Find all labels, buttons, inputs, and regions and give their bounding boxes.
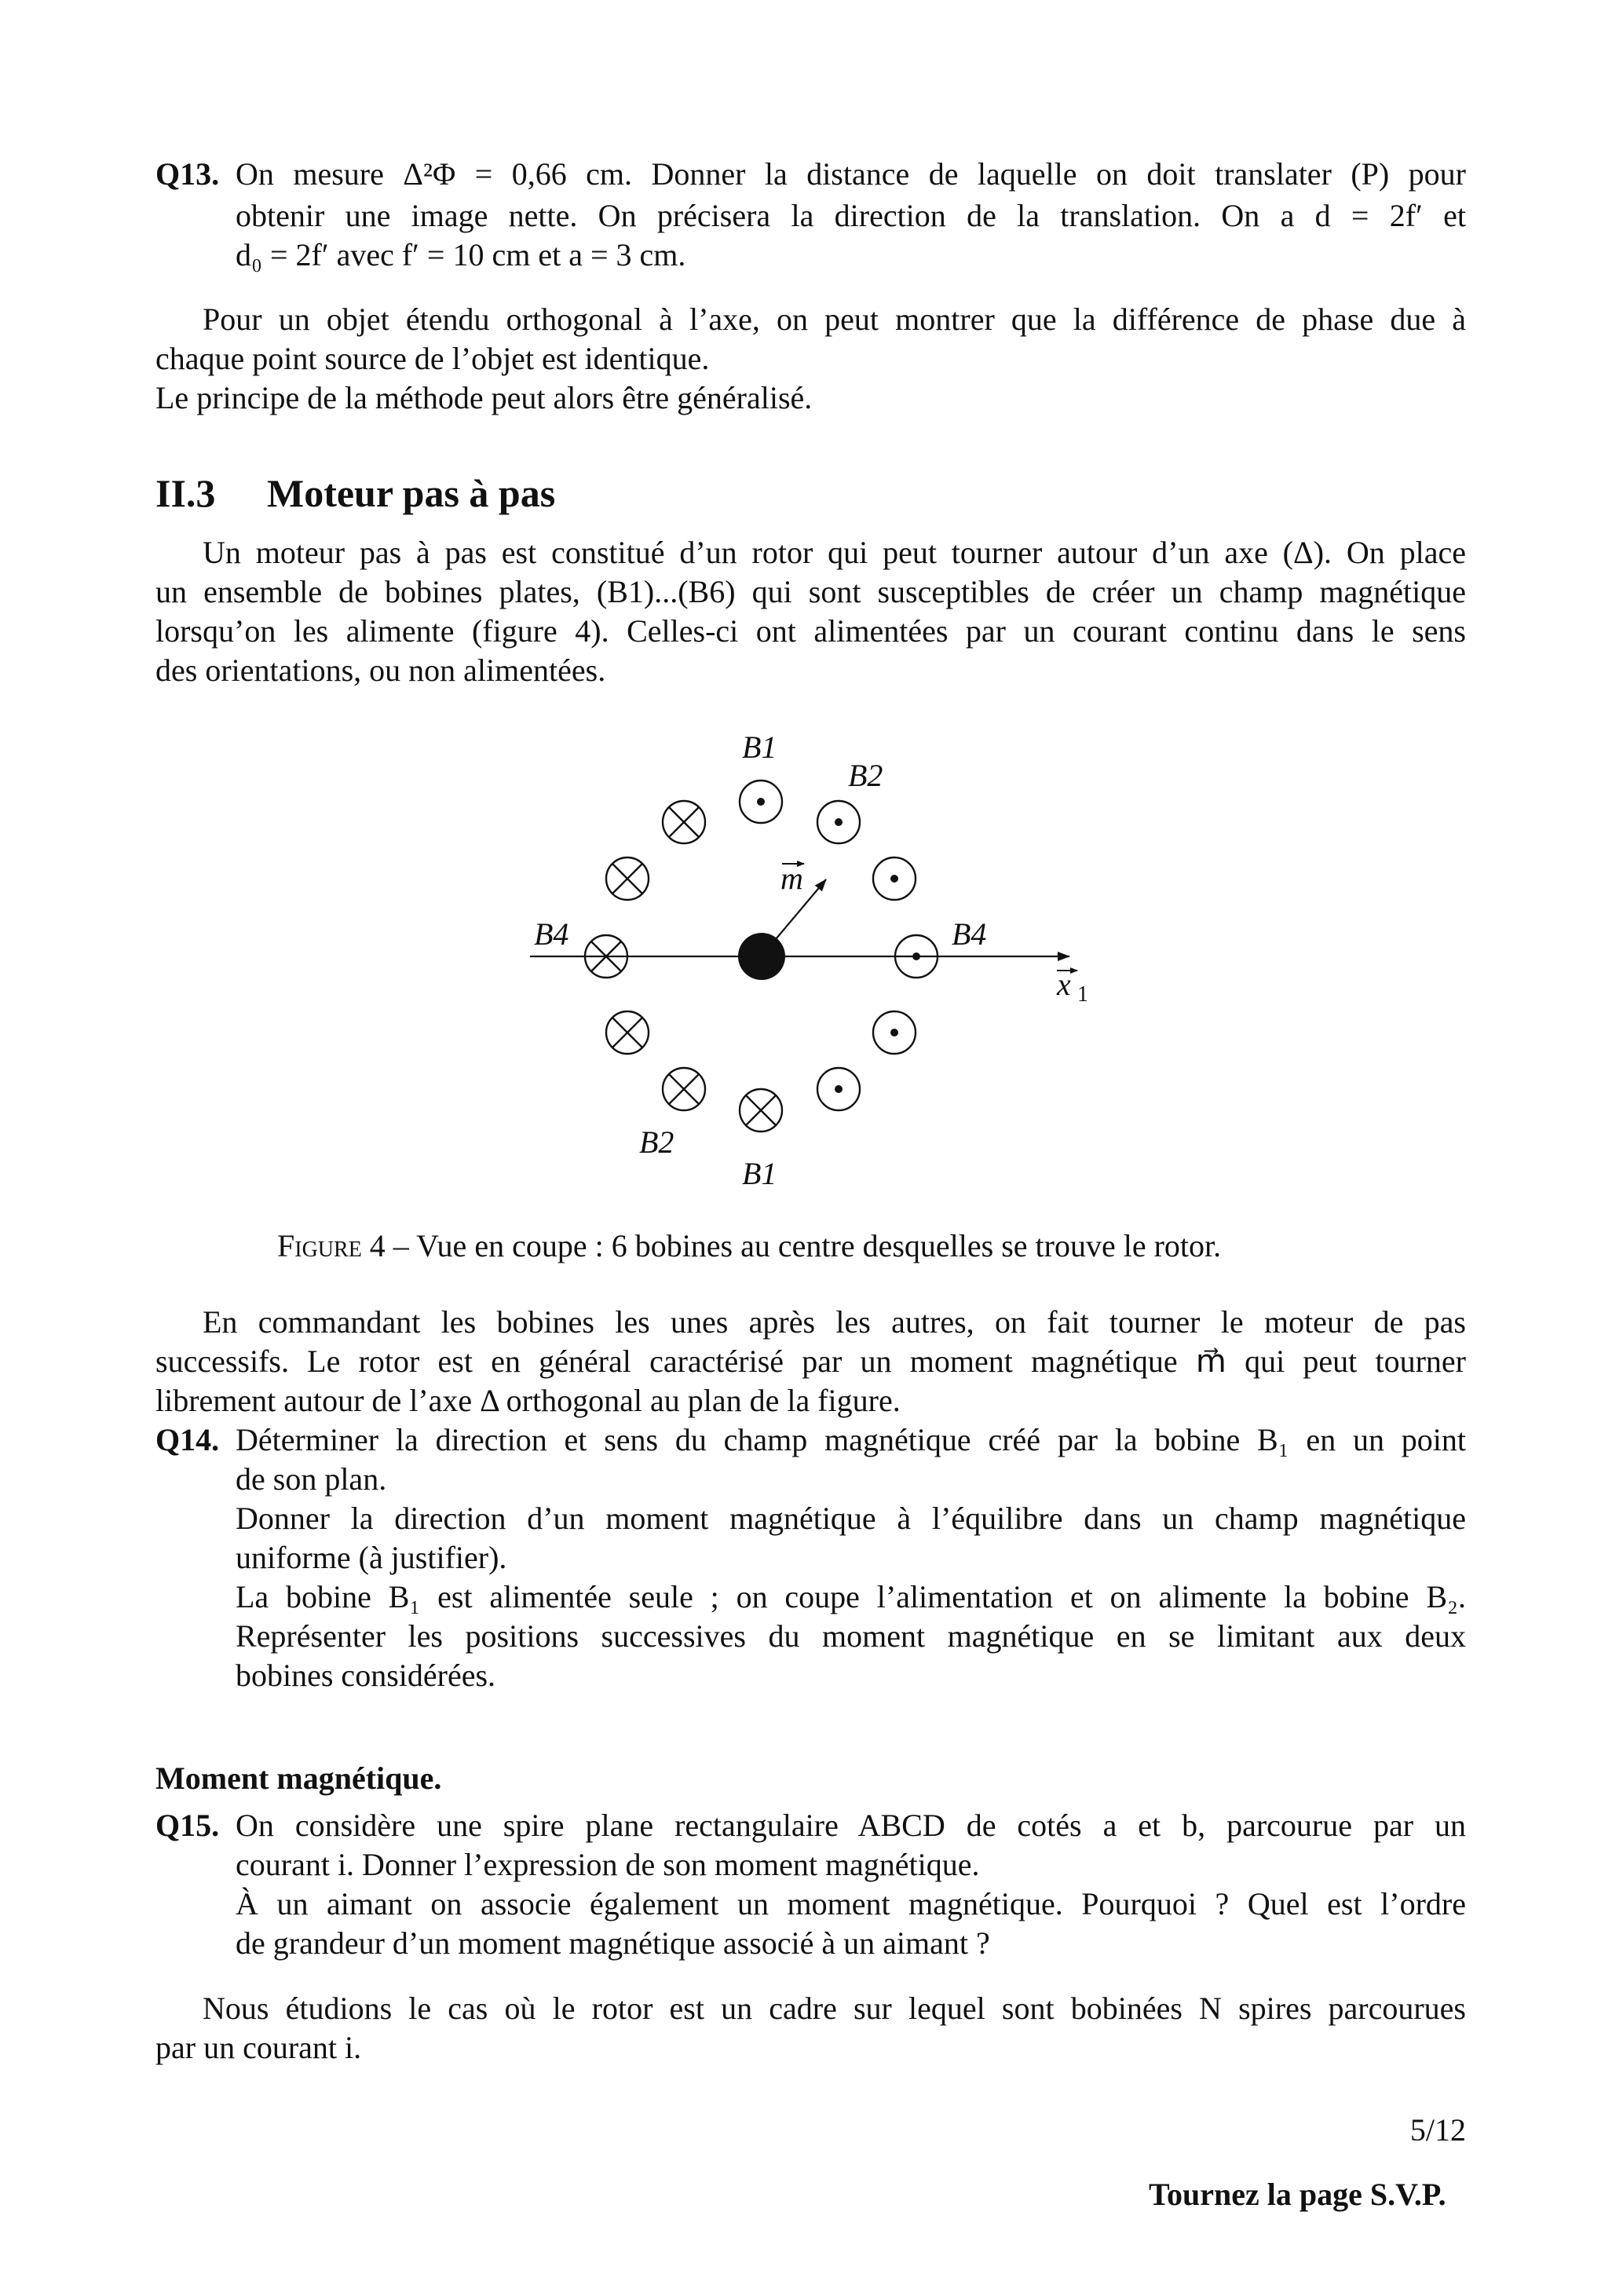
intro-paragraph-line-1: Pour un objet étendu orthogonal à l’axe, on peut montrer que la différence de phase due à <box>203 302 1466 337</box>
section-paragraph-line-3: lorsqu’on les alimente (figure 4). Celles-ci ont alimentées par un courant continu dans le sens <box>155 613 1466 649</box>
q14-line-1: Déterminer la direction et sens du champ magnétique créé par la bobine B₁ en un point <box>236 1422 1466 1457</box>
section-paragraph-line-2: un ensemble de bobines plates, (B1)...(B6) qui sont susceptibles de créer un champ magnétique <box>155 574 1466 609</box>
coil-into-plane-icon <box>663 1068 705 1110</box>
question-label-q14: Q14. <box>155 1422 220 1457</box>
q15-line-1: On considère une spire plane rectangulaire ABCD de cotés a et b, parcourue par un <box>236 1808 1466 1843</box>
coil-out-of-plane-icon <box>873 857 916 900</box>
section-title: Moteur pas à pas <box>267 471 556 515</box>
closing-paragraph-line-2: par un courant i. <box>155 2030 362 2065</box>
coil-out-of-plane-icon <box>873 1011 916 1054</box>
closing-paragraph-line-1: Nous étudions le cas où le rotor est un cadre sur lequel sont bobinées N spires parcourues <box>203 1991 1466 2026</box>
body-paragraph-line-1: En commandant les bobines les unes après les autres, on fait tourner le moteur de pas <box>203 1304 1466 1340</box>
subsection-heading: Moment magnétique. <box>155 1760 442 1796</box>
coil-out-of-plane-icon <box>817 1068 860 1110</box>
q14-line-7: bobines considérées. <box>236 1658 496 1693</box>
intro-paragraph-line-2: chaque point source de l’objet est identique. <box>155 341 710 376</box>
figure-caption <box>277 1227 1221 1266</box>
q14-line-6: Représenter les positions successives du moment magnétique en se limitant aux deux <box>236 1618 1466 1654</box>
svg-text:m: m <box>780 861 803 896</box>
q14-line-3: Donner la direction d’un moment magnétique à l’équilibre dans un champ magnétique <box>236 1501 1466 1536</box>
moment-vector-label <box>780 861 804 896</box>
q13-line-1: On mesure Δ²Φ = 0,66 cm. Donner la distance de laquelle on doit translater (P) pour <box>236 156 1466 192</box>
coil-into-plane-icon <box>663 801 705 843</box>
label-b1-bottom: B1 <box>742 1156 777 1191</box>
coil-into-plane-icon <box>606 1011 649 1054</box>
section-number: II.3 <box>155 471 216 515</box>
label-b1-top: B1 <box>742 729 777 765</box>
q14-line-2: de son plan. <box>236 1461 387 1497</box>
coil-out-of-plane-icon <box>817 801 860 843</box>
section-paragraph-line-4: des orientations, ou non alimentées. <box>155 653 606 688</box>
page-number: 5/12 <box>1409 2112 1466 2148</box>
intro-paragraph-line-3: Le principe de la méthode peut alors être généralisé. <box>155 380 813 415</box>
turn-page-notice: Tournez la page S.V.P. <box>1149 2177 1446 2212</box>
q15-line-4: de grandeur d’un moment magnétique associé à un aimant ? <box>236 1925 990 1961</box>
q14-line-4: uniforme (à justifier). <box>236 1540 507 1575</box>
rotor <box>738 933 785 980</box>
label-b2-bottom: B2 <box>639 1124 674 1160</box>
section-paragraph-line-1: Un moteur pas à pas est constitué d’un rotor qui peut tourner autour d’un axe (Δ). On place <box>203 535 1466 570</box>
q13-line-2: obtenir une image nette. On précisera la direction de la translation. On a d = 2f′ et <box>236 198 1466 233</box>
axis-vector-label <box>1056 967 1088 1007</box>
label-b4-left: B4 <box>534 916 569 952</box>
q15-line-2: courant i. Donner l’expression de son moment magnétique. <box>236 1847 980 1882</box>
coil-out-of-plane-icon <box>740 781 782 823</box>
svg-text:1: 1 <box>1077 982 1088 1007</box>
label-b2-top: B2 <box>848 758 883 793</box>
q13-line-3: d₀ = 2f′ avec f′ = 10 cm et a = 3 cm. <box>236 237 686 272</box>
coil-into-plane-icon <box>740 1089 782 1132</box>
svg-text:x: x <box>1057 967 1071 1002</box>
question-label-q13: Q13. <box>155 156 220 192</box>
figure-caption-text: – Vue en coupe : 6 bobines au centre desquelles se trouve le rotor. <box>385 1228 1222 1263</box>
coil-into-plane-icon <box>606 857 649 900</box>
label-b4-right: B4 <box>952 916 987 952</box>
figure-caption-label: Figure 4 <box>277 1228 386 1263</box>
body-paragraph-line-3: librement autour de l’axe Δ orthogonal au plan de la figure. <box>155 1383 901 1418</box>
question-label-q15: Q15. <box>155 1808 220 1843</box>
q15-line-3: À un aimant on associe également un moment magnétique. Pourquoi ? Quel est l’ordre <box>236 1886 1466 1921</box>
body-paragraph-line-2: successifs. Le rotor est en général caractérisé par un moment magnétique m⃗ qui peut tourner <box>155 1344 1466 1379</box>
q14-line-5: La bobine B₁ est alimentée seule ; on coupe l’alimentation et on alimente la bobine B₂. <box>236 1579 1466 1614</box>
